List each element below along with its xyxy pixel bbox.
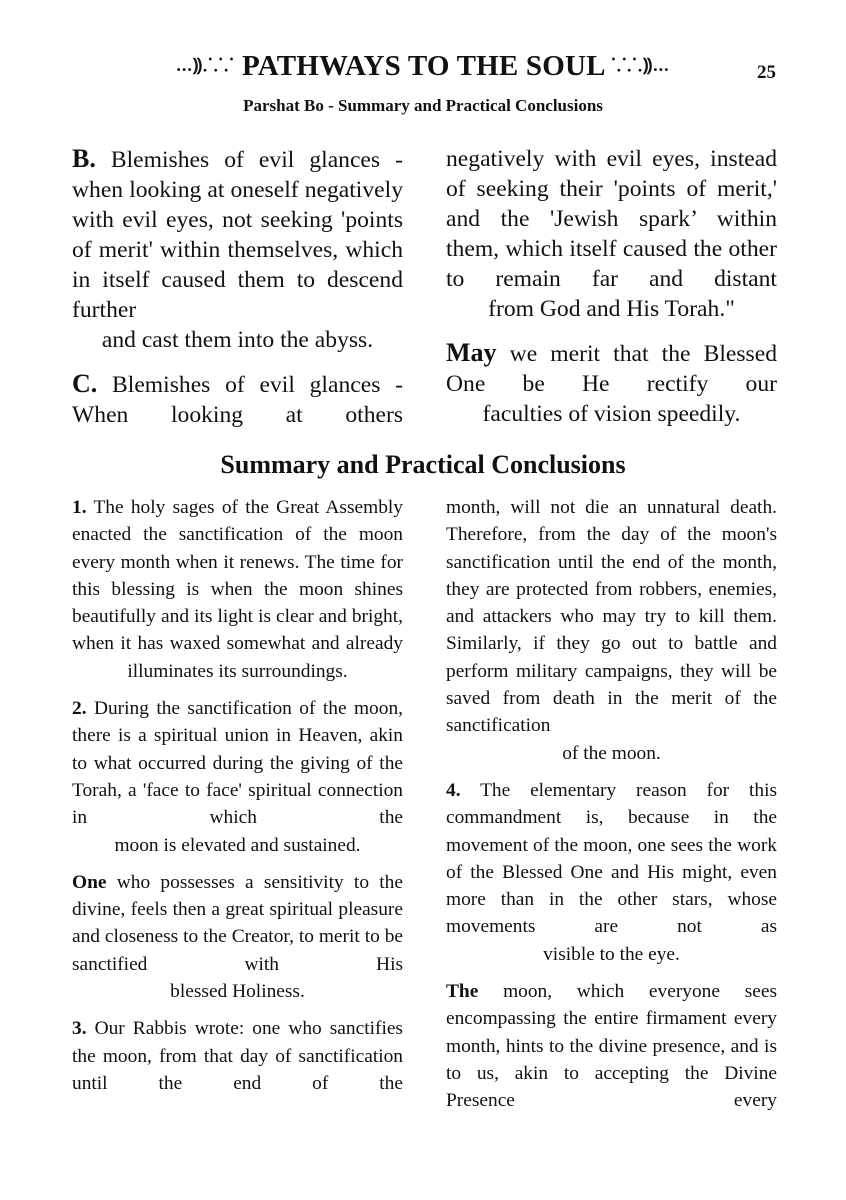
- summary-left-column: [72, 494, 403, 1097]
- summary-item-3-body: Our Rabbis wrote: one who sanctifies the moon, from that day of sanctification until the end of the: [72, 1018, 403, 1094]
- paragraph-b-last-line: and cast them into the abyss.: [101, 327, 374, 353]
- book-title: [128, 50, 718, 83]
- summary-item-3-last-line: of the moon.: [562, 742, 661, 764]
- page-number: 25: [757, 62, 776, 83]
- top-left-column: [72, 144, 403, 430]
- book-title-text: PATHWAYS TO THE SOUL: [241, 50, 605, 82]
- summary-item-4: [446, 777, 777, 941]
- paragraph-c: [72, 369, 403, 430]
- moon-lead-word: The: [446, 981, 479, 1003]
- blessing-last-line: faculties of vision speedily.: [482, 401, 741, 427]
- summary-item-3-number: 3.: [72, 1018, 87, 1040]
- paragraph-c-lead: C.: [72, 369, 98, 398]
- paragraph-b-body: Blemishes of evil glances - when looking at oneself negatively with evil eyes, not seeking 'points of merit' within themselves, which in itself caused them to descend further: [72, 147, 403, 323]
- followup-last-line: blessed Holiness.: [170, 981, 305, 1003]
- followup-body: who possesses a sensitivity to the divine, feels then a great spiritual pleasure and closeness to the Creator, to merit to be sanctified with His: [72, 871, 403, 975]
- blessing-body: we merit that the Blessed One be He rectify our: [446, 341, 777, 397]
- summary-item-2: [72, 695, 403, 831]
- followup-lead-word: One: [72, 871, 107, 893]
- paragraph-b-lead: B.: [72, 144, 96, 173]
- ornament-right-icon: ⸪⸫⸩...: [611, 55, 670, 75]
- paragraph-c-continued: negatively with evil eyes, instead of seeking their 'points of merit,' and the 'Jewish spark’ within them, which itself caused the other to remain far and distant: [446, 146, 777, 292]
- ornament-left-icon: ...⸩⸫⸪: [176, 55, 235, 75]
- moon-paragraph-body: moon, which everyone sees encompassing the entire firmament every month, hints to the divine presence, and is to us, akin to accepting the Divine Presence every: [446, 981, 777, 1112]
- summary-item-1-last-line: illuminates its surroundings.: [127, 660, 348, 682]
- summary-item-1-body: The holy sages of the Great Assembly enacted the sanctification of the moon every month when it renews. The time for this blessing is when the moon shines beautifully and its light is clear and bright, when it has waxed somewhat and already: [72, 497, 403, 655]
- summary-item-2-last-line: moon is elevated and sustained.: [114, 834, 361, 856]
- top-right-column: [446, 144, 777, 429]
- summary-item-4-number: 4.: [446, 779, 461, 801]
- summary-item-1-number: 1.: [72, 497, 87, 518]
- summary-item-4-followup: [446, 978, 777, 1114]
- summary-item-4-body: The elementary reason for this commandment is, because in the movement of the moon, one sees the work of the Blessed One and His might, even more than in the other stars, whose movements are not as: [446, 779, 778, 938]
- summary-item-2-body: During the sanctification of the moon, there is a spiritual union in Heaven, akin to what occurred during the giving of the Torah, a 'face to face' spiritual connection in which the: [72, 698, 403, 829]
- summary-item-3: [72, 1015, 403, 1097]
- summary-item-1: [72, 494, 403, 658]
- summary-item-3-continued: month, will not die an unnatural death. Therefore, from the day of the moon's sanctification until the end of the month, they are protected from robbers, enemies, and attackers who may try to kill them. Similarly, if they go out to battle and perform military campaigns, they will be saved from death in the merit of the sanctification: [446, 497, 777, 737]
- summary-item-2-followup: [72, 869, 403, 978]
- chapter-subtitle: Parshat Bo - Summary and Practical Conclusions: [243, 96, 603, 115]
- paragraph-b: [72, 144, 403, 325]
- blessing-lead-word: May: [446, 338, 497, 367]
- running-header: [0, 50, 846, 90]
- summary-item-2-number: 2.: [72, 698, 87, 720]
- blessing-paragraph: [446, 338, 777, 399]
- summary-item-4-last-line: visible to the eye.: [543, 943, 680, 965]
- summary-right-column: [446, 494, 777, 1115]
- paragraph-c-last-line: from God and His Torah.": [488, 296, 735, 322]
- paragraph-c-body: Blemishes of evil glances - When looking at others: [72, 372, 403, 428]
- section-heading: Summary and Practical Conclusions: [220, 450, 626, 479]
